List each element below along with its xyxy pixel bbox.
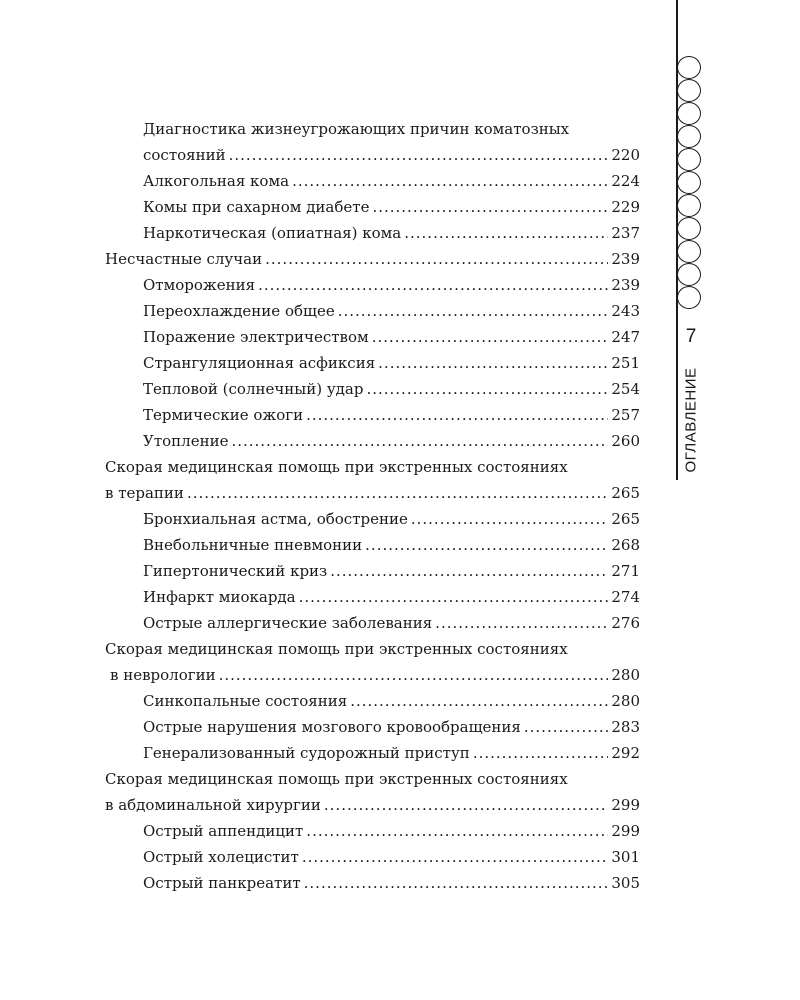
toc-page-number: 229: [611, 198, 640, 216]
toc-page-number: 224: [611, 172, 640, 190]
toc-entry[interactable]: Острый холецистит ..... 301: [105, 844, 640, 870]
toc-page-number: 299: [611, 796, 640, 814]
toc-page-number: 237: [611, 224, 640, 242]
toc-entry[interactable]: Внебольничные пневмонии ..... 268: [105, 532, 640, 558]
toc-entry[interactable]: Термические ожоги ..... 257: [105, 402, 640, 428]
circle-icon: [677, 56, 701, 79]
toc-page-number: 268: [611, 536, 640, 554]
toc-page-number: 276: [611, 614, 640, 632]
toc-entry[interactable]: Тепловой (солнечный) удар ..... 254: [105, 376, 640, 402]
toc-entry[interactable]: Инфаркт миокарда ..... 274: [105, 584, 640, 610]
toc-entry[interactable]: Острый панкреатит ..... 305: [105, 870, 640, 896]
toc-page-number: 239: [611, 250, 640, 268]
toc-chapter-title-line: Скорая медицинская помощь при экстренных состояниях: [105, 640, 568, 658]
toc-page-number: 243: [611, 302, 640, 320]
toc-page-number: 305: [611, 874, 640, 892]
toc-chapter[interactable]: в абдоминальной хирургии ..... 299: [105, 792, 640, 818]
toc-page-number: 271: [611, 562, 640, 580]
page-number: 7: [685, 326, 697, 347]
circle-icon: [677, 102, 701, 125]
toc-entry[interactable]: Утопление ..... 260: [105, 428, 640, 454]
circle-icon: [677, 286, 701, 309]
toc-entry[interactable]: Острые нарушения мозгового кровообращения ..... 283: [105, 714, 640, 740]
toc-entry[interactable]: Странгуляционная асфиксия ..... 251: [105, 350, 640, 376]
circle-icon: [677, 148, 701, 171]
toc-entry[interactable]: Комы при сахарном диабете ..... 229: [105, 194, 640, 220]
circle-icon: [677, 194, 701, 217]
toc-chapter[interactable]: в терапии ..... 265: [105, 480, 640, 506]
toc-entry[interactable]: Алкогольная кома ..... 224: [105, 168, 640, 194]
toc-page-number: 292: [611, 744, 640, 762]
toc-page-number: 260: [611, 432, 640, 450]
toc-page-number: 254: [611, 380, 640, 398]
circle-icon: [677, 217, 701, 240]
toc-page-number: 280: [611, 666, 640, 684]
toc-page-number: 220: [611, 146, 640, 164]
toc-entry[interactable]: Поражение электричеством ..... 247: [105, 324, 640, 350]
circle-icon: [677, 240, 701, 263]
toc-entry[interactable]: Переохлаждение общее ..... 243: [105, 298, 640, 324]
toc-entry-title-line: Диагностика жизнеугрожающих причин коматозных: [143, 120, 570, 138]
toc-entry[interactable]: Генерализованный судорожный приступ ..... 292: [105, 740, 640, 766]
toc-page-number: 251: [611, 354, 640, 372]
toc-chapter[interactable]: Несчастные случаи ..... 239: [105, 246, 640, 272]
toc-page-number: 283: [611, 718, 640, 736]
toc-page-number: 274: [611, 588, 640, 606]
toc-entry[interactable]: Синкопальные состояния ..... 280: [105, 688, 640, 714]
circle-icon: [677, 263, 701, 286]
toc-page-number: 265: [611, 510, 640, 528]
decorative-circles: [677, 56, 703, 309]
toc-page-number: 265: [611, 484, 640, 502]
toc-entry[interactable]: Гипертонический криз ..... 271: [105, 558, 640, 584]
toc-page-number: 247: [611, 328, 640, 346]
toc-entry[interactable]: Острые аллергические заболевания ..... 276: [105, 610, 640, 636]
toc-entry[interactable]: Острый аппендицит ..... 299: [105, 818, 640, 844]
toc-page-number: 299: [611, 822, 640, 840]
toc-page-number: 280: [611, 692, 640, 710]
circle-icon: [677, 125, 701, 148]
circle-icon: [677, 171, 701, 194]
toc-entry[interactable]: Бронхиальная астма, обострение ..... 265: [105, 506, 640, 532]
circle-icon: [677, 79, 701, 102]
toc-entry[interactable]: Наркотическая (опиатная) кома ..... 237: [105, 220, 640, 246]
section-label: ОГЛАВЛЕНИЕ: [682, 367, 700, 473]
toc-chapter-title-line: Скорая медицинская помощь при экстренных состояниях: [105, 458, 568, 476]
toc-page-number: 301: [611, 848, 640, 866]
toc-page-number: 257: [611, 406, 640, 424]
toc-chapter-title-line: Скорая медицинская помощь при экстренных состояниях: [105, 770, 568, 788]
table-of-contents: [105, 116, 640, 896]
toc-entry[interactable]: Отморожения ..... 239: [105, 272, 640, 298]
toc-chapter[interactable]: в неврологии ..... 280: [105, 662, 640, 688]
toc-entry[interactable]: состояний ..... 220: [105, 142, 640, 168]
toc-page-number: 239: [611, 276, 640, 294]
